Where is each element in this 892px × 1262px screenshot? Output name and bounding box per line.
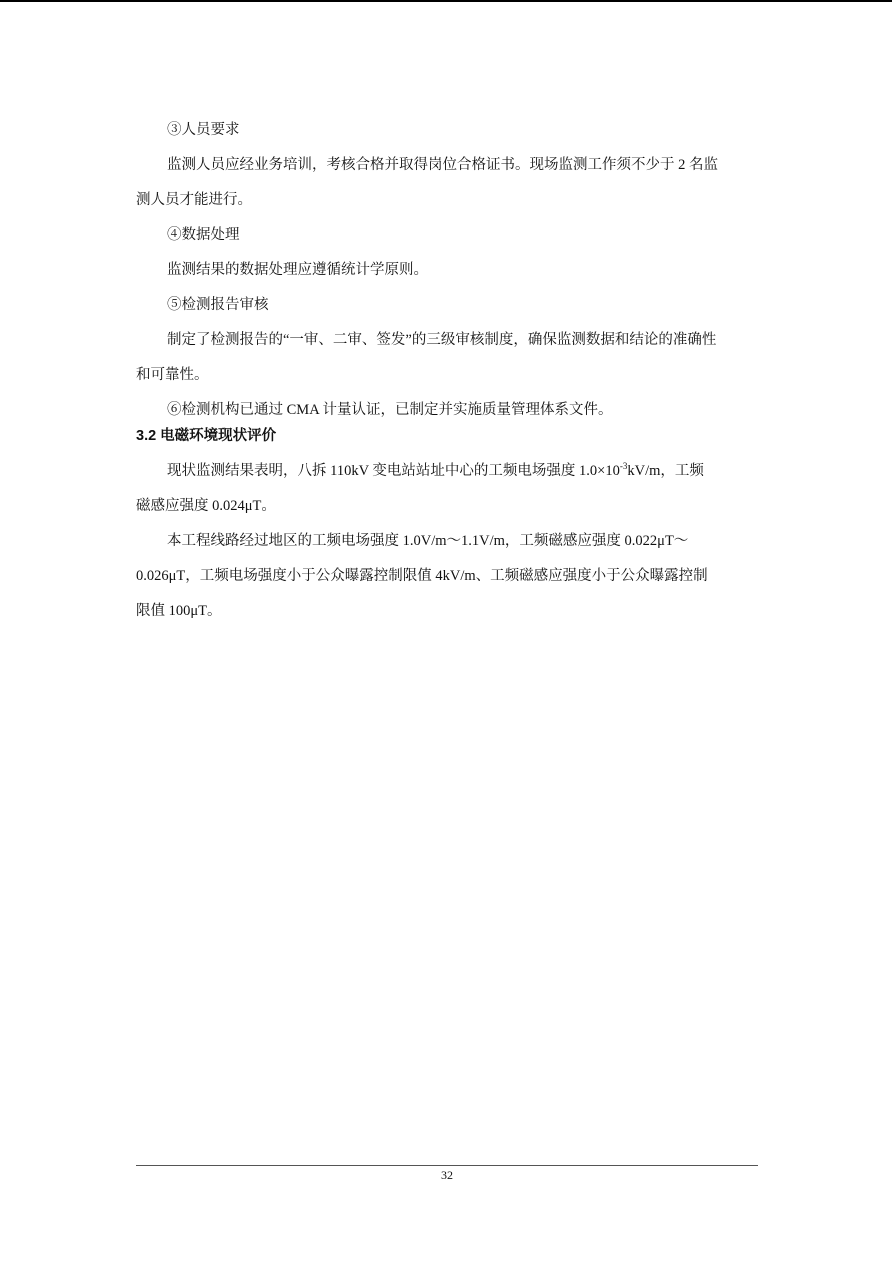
item3-line1: 监测人员应经业务培训，考核合格并取得岗位合格证书。现场监测工作须不少于 2 名监 <box>167 157 718 173</box>
para2-line2: 0.026μT，工频电场强度小于公众曝露控制限值 4kV/m、工频磁感应强度小于公众曝露控制 <box>136 568 708 584</box>
page-body <box>136 113 758 629</box>
para2-line3: 限值 100μT。 <box>136 603 222 619</box>
para1-line1 <box>136 454 758 489</box>
item5-line1: 制定了检测报告的“一审、二审、签发”的三级审核制度，确保监测数据和结论的准确性 <box>167 332 717 348</box>
top-border-line <box>0 0 892 2</box>
item3-heading: ③人员要求 <box>167 122 240 138</box>
para2-line1: 本工程线路经过地区的工频电场强度 1.0V/m～1.1V/m，工频磁感应强度 0.022μT～ <box>167 533 689 549</box>
page-number: 32 <box>441 1168 453 1182</box>
item6-text: ⑥检测机构已通过 CMA 计量认证，已制定并实施质量管理体系文件。 <box>167 402 613 418</box>
item3-line2: 测人员才能进行。 <box>136 192 252 208</box>
para1-line2: 磁感应强度 0.024μT。 <box>136 498 276 514</box>
para1-line1-end: kV/m，工频 <box>627 463 704 479</box>
item4-text: 监测结果的数据处理应遵循统计学原则。 <box>167 262 428 278</box>
footer-divider <box>136 1165 758 1166</box>
item4-heading: ④数据处理 <box>167 227 240 243</box>
para1-line1-start: 现状监测结果表明，八拆 110kV 变电站站址中心的工频电场强度 1.0×10 <box>167 463 620 479</box>
section-heading: 3.2 电磁环境现状评价 <box>136 428 277 444</box>
item5-heading: ⑤检测报告审核 <box>167 297 269 313</box>
item5-line2: 和可靠性。 <box>136 367 209 383</box>
exponent: -3 <box>619 461 628 472</box>
